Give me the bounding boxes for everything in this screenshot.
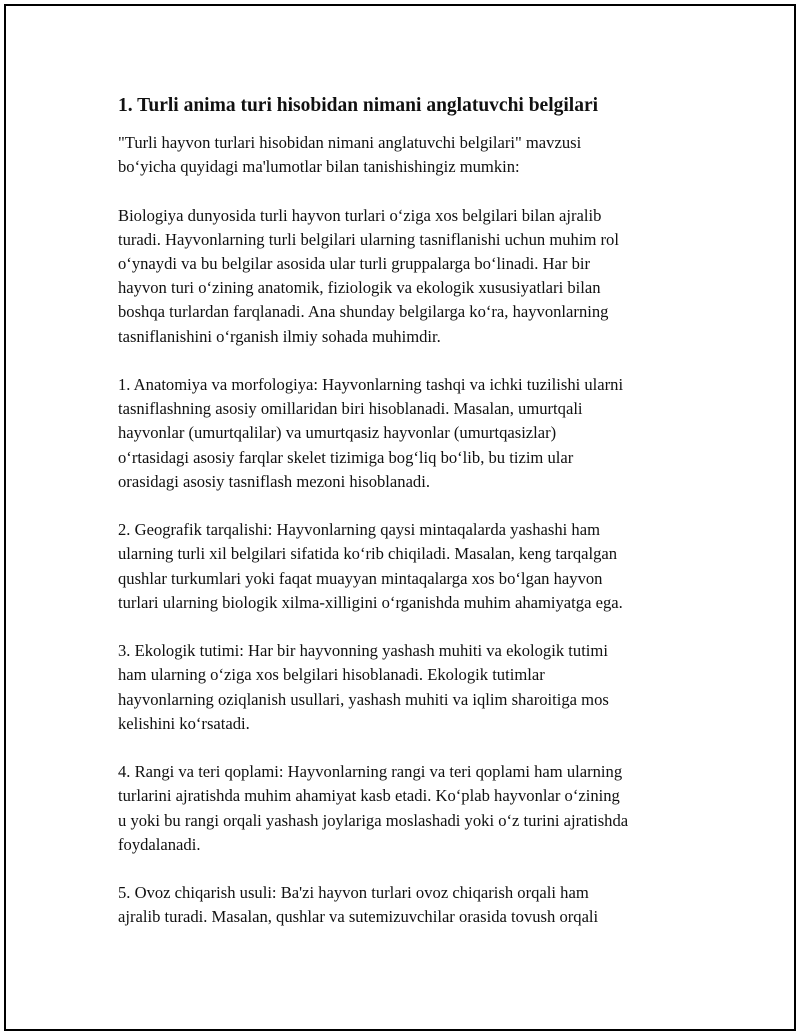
document-title: 1. Turli anima turi hisobidan nimani anglatuvchi belgilari <box>118 95 599 116</box>
text-line: 1. Anatomiya va morfologiya: Hayvonlarning tashqi va ichki tuzilishi ularni <box>118 375 624 394</box>
text-line: Biologiya dunyosida turli hayvon turlari o‘ziga xos belgilari bilan ajralib <box>118 205 602 225</box>
text-line: foydalanadi. <box>118 834 201 854</box>
text-line: turlari ularning biologik xilma-xilligini o‘rganishda muhim ahamiyatga ega. <box>118 592 623 612</box>
text-line: hayvonlarning oziqlanish usullari, yashash muhiti va iqlim sharoitiga mos <box>118 689 609 709</box>
text-line: hayvonlar (umurtqalilar) va umurtqasiz hayvonlar (umurtqasizlar) <box>118 423 557 443</box>
text-line: boshqa turlardan farqlanadi. Ana shunday belgilarga ko‘ra, hayvonlarning <box>118 302 609 322</box>
text-line: o‘ynaydi va bu belgilar asosida ular turli gruppalarga bo‘linadi. Har bir <box>118 254 591 273</box>
text-line: 5. Ovoz chiqarish usuli: Ba'zi hayvon turlari ovoz chiqarish orqali ham <box>118 883 589 903</box>
text-line: ham ularning o‘ziga xos belgilari hisoblanadi. Ekologik tutimlar <box>118 665 545 685</box>
paragraph-point-2 <box>118 518 698 615</box>
text-line: hayvon turi o‘zining anatomik, fiziologik va ekologik xususiyatlari bilan <box>118 278 601 298</box>
paragraph-intro <box>118 131 698 179</box>
text-line: qushlar turkumlari yoki faqat muayyan mintaqalarga xos bo‘lgan hayvon <box>118 568 603 588</box>
paragraph-point-3 <box>118 639 698 736</box>
text-line: o‘rtasidagi asosiy farqlar skelet tizimiga bog‘liq bo‘lib, bu tizim ular <box>118 447 574 467</box>
text-line: u yoki bu rangi orqali yashash joylariga moslashadi yoki o‘z turini ajratishda <box>118 810 629 830</box>
paragraph-point-4 <box>118 760 698 857</box>
text-line: 2. Geografik tarqalishi: Hayvonlarning qaysi mintaqalarda yashashi ham <box>118 520 601 540</box>
text-line: turlarini ajratishda muhim ahamiyat kasb etadi. Ko‘plab hayvonlar o‘zining <box>118 786 620 806</box>
paragraph-point-1 <box>118 373 698 494</box>
text-line: tasniflashning asosiy omillaridan biri hisoblanadi. Masalan, umurtqali <box>118 399 583 419</box>
text-line: kelishini ko‘rsatadi. <box>118 713 250 733</box>
text-line: ularning turli xil belgilari sifatida ko‘rib chiqiladi. Masalan, keng tarqalgan <box>118 544 618 564</box>
text-line: 4. Rangi va teri qoplami: Hayvonlarning rangi va teri qoplami ham ularning <box>118 762 623 782</box>
paragraph-overview <box>118 204 698 349</box>
text-line: orasidagi asosiy tasniflash mezoni hisoblanadi. <box>118 471 430 491</box>
text-line: tasniflanishini o‘rganish ilmiy sohada muhimdir. <box>118 326 441 346</box>
text-line: "Turli hayvon turlari hisobidan nimani anglatuvchi belgilari" mavzusi <box>118 133 582 152</box>
text-line: turadi. Hayvonlarning turli belgilari ularning tasniflanishi uchun muhim rol <box>118 229 619 249</box>
document-body <box>118 93 698 954</box>
text-line: ajralib turadi. Masalan, qushlar va sutemizuvchilar orasida tovush orqali <box>118 907 599 927</box>
text-line: bo‘yicha quyidagi ma'lumotlar bilan tanishishingiz mumkin: <box>118 157 520 177</box>
paragraph-point-5 <box>118 881 698 929</box>
text-line: 3. Ekologik tutimi: Har bir hayvonning yashash muhiti va ekologik tutimi <box>118 641 608 661</box>
